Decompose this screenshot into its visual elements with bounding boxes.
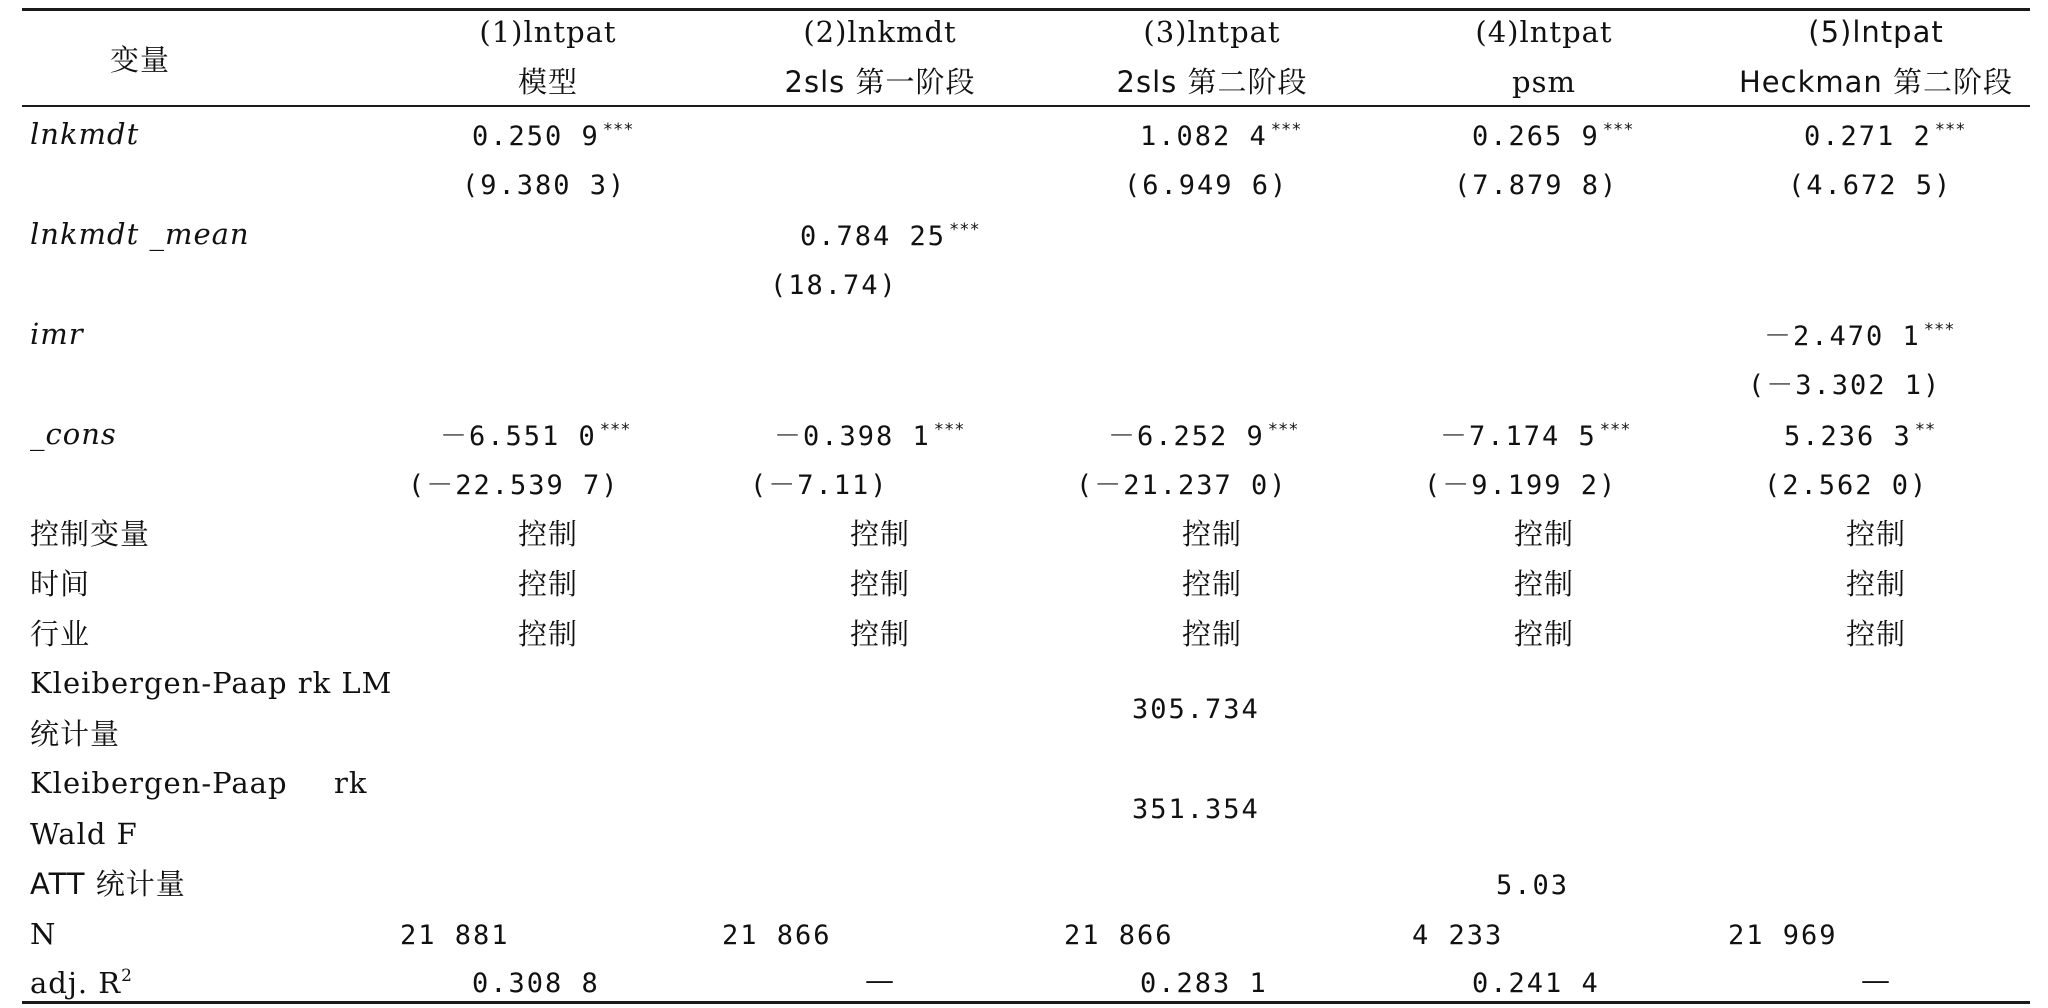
adj-r2-value-5: — (1861, 963, 1891, 997)
kp-lm-value-3: 305.734 (1132, 694, 1260, 725)
n-value-1: 21 881 (400, 920, 510, 951)
lnkmdt-tstat-4: (7.879 8) (1454, 170, 1619, 201)
adj-r2-value-2: — (865, 963, 895, 997)
column-header-4-bottom: psm (1512, 65, 1576, 99)
industry-col-4: 控制 (1513, 617, 1575, 651)
control-variables-col-3: 控制 (1181, 517, 1243, 551)
adj-r2-value-3: 0.283 1 (1140, 968, 1268, 999)
imr-coef-5: －2.470 1 *** (1764, 320, 1955, 352)
lnkmdt-mean-coef-2: 0.784 25 *** (800, 220, 980, 252)
cons-tstat-5: (2.562 0) (1764, 470, 1929, 501)
lnkmdt-coef-5: 0.271 2 *** (1804, 120, 1966, 152)
control-variables-col-5: 控制 (1845, 517, 1907, 551)
bottom-rule (22, 1001, 2030, 1004)
cons-tstat-1: (－22.539 7) (408, 470, 620, 501)
industry-col-1: 控制 (517, 617, 579, 651)
industry-col-2: 控制 (849, 617, 911, 651)
row-label-att: ATT 统计量 (30, 867, 186, 901)
row-label-time: 时间 (30, 567, 91, 601)
cons-coef-2: －0.398 1 *** (774, 420, 965, 452)
industry-col-5: 控制 (1845, 617, 1907, 651)
regression-table (22, 8, 2030, 1004)
column-header-3-top: (3)lntpat (1143, 15, 1281, 49)
row-label-kp-f-line1-rk: rk (334, 766, 368, 800)
row-label-kp-lm-line2: 统计量 (30, 717, 121, 751)
time-col-4: 控制 (1513, 567, 1575, 601)
lnkmdt-tstat-5: (4.672 5) (1788, 170, 1953, 201)
row-label-kp-f-line1: Kleibergen-Paap (30, 766, 288, 800)
lnkmdt-coef-1: 0.250 9 *** (472, 120, 634, 152)
cons-tstat-2: (－7.11) (750, 470, 889, 501)
cons-coef-3: －6.252 9 *** (1108, 420, 1299, 452)
adj-r2-value-4: 0.241 4 (1472, 968, 1600, 999)
header-rule (22, 105, 2030, 107)
row-label-kp-lm-line1: Kleibergen-Paap rk LM (30, 666, 393, 700)
column-header-1-top: (1)lntpat (479, 15, 617, 49)
time-col-2: 控制 (849, 567, 911, 601)
industry-col-3: 控制 (1181, 617, 1243, 651)
lnkmdt-coef-4: 0.265 9 *** (1472, 120, 1634, 152)
column-header-3-bottom: 2sls 第二阶段 (1116, 65, 1308, 99)
column-header-4-top: (4)lntpat (1475, 15, 1613, 49)
att-value-4: 5.03 (1496, 870, 1570, 901)
row-label-cons: _cons (30, 417, 117, 451)
imr-tstat-5: (－3.302 1) (1748, 370, 1942, 401)
column-header-2-bottom: 2sls 第一阶段 (784, 65, 976, 99)
kp-f-value-3: 351.354 (1132, 794, 1260, 825)
time-col-5: 控制 (1845, 567, 1907, 601)
control-variables-col-2: 控制 (849, 517, 911, 551)
column-header-5-bottom: Heckman 第二阶段 (1738, 65, 2014, 99)
variable-header: 变量 (110, 43, 171, 77)
adj-r2-value-1: 0.308 8 (472, 968, 600, 999)
n-value-2: 21 866 (722, 920, 832, 951)
column-header-1-bottom: 模型 (517, 65, 579, 99)
column-header-5-top: (5)lntpat (1808, 15, 1944, 49)
top-rule (22, 8, 2030, 11)
time-col-3: 控制 (1181, 567, 1243, 601)
lnkmdt-tstat-1: (9.380 3) (462, 170, 627, 201)
cons-coef-5: 5.236 3 ** (1784, 420, 1936, 452)
row-label-lnkmdt: lnkmdt (30, 117, 140, 151)
lnkmdt-coef-3: 1.082 4 *** (1140, 120, 1302, 152)
row-label-control-variables: 控制变量 (30, 517, 151, 551)
cons-coef-4: －7.174 5 *** (1440, 420, 1631, 452)
cons-tstat-4: (－9.199 2) (1424, 470, 1618, 501)
control-variables-col-4: 控制 (1513, 517, 1575, 551)
n-value-3: 21 866 (1064, 920, 1174, 951)
n-value-4: 4 233 (1412, 920, 1504, 951)
row-label-lnkmdt-mean: lnkmdt _mean (30, 217, 250, 251)
control-variables-col-1: 控制 (517, 517, 579, 551)
row-label-industry: 行业 (30, 617, 91, 651)
cons-coef-1: －6.551 0 *** (440, 420, 631, 452)
n-value-5: 21 969 (1728, 920, 1838, 951)
time-col-1: 控制 (517, 567, 579, 601)
column-header-2-top: (2)lnkmdt (803, 15, 957, 49)
lnkmdt-mean-tstat-2: (18.74) (770, 270, 898, 301)
cons-tstat-3: (－21.237 0) (1076, 470, 1288, 501)
row-label-n: N (30, 917, 57, 951)
row-label-adj-r2: adj. $R^2$ (30, 966, 133, 1000)
lnkmdt-tstat-3: (6.949 6) (1124, 170, 1289, 201)
row-label-imr: imr (30, 317, 84, 351)
row-label-kp-f-line2: Wald F (30, 817, 138, 851)
